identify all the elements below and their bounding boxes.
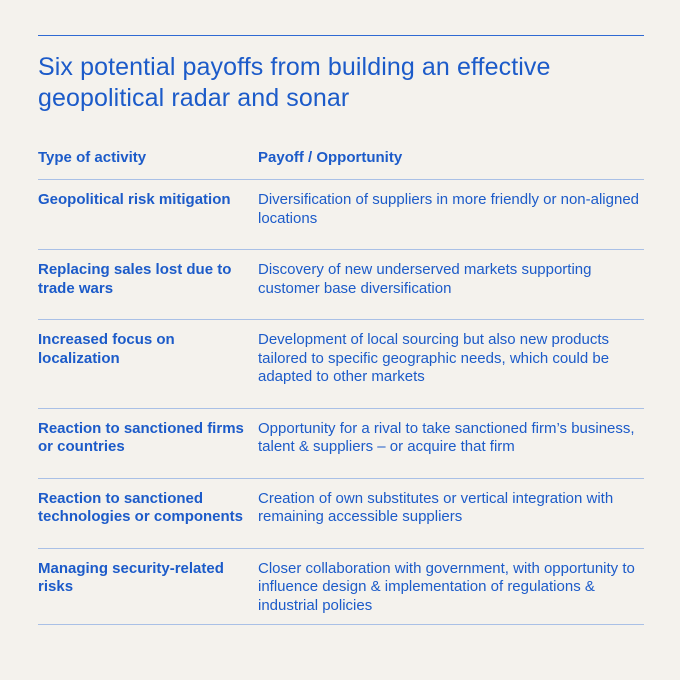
payoffs-card [38,35,644,625]
column-header-payoff: Payoff / Opportunity [258,148,644,180]
activity-cell: Replacing sales lost due to trade wars [38,250,258,320]
payoff-cell: Opportunity for a rival to take sanctioned firm’s business, talent & suppliers – or acquire that firm [258,408,644,478]
activity-cell: Increased focus on localization [38,320,258,409]
payoff-cell: Discovery of new underserved markets supporting customer base diversification [258,250,644,320]
table-row [38,250,644,320]
table-row [38,180,644,250]
table-header-row [38,148,644,180]
column-header-activity: Type of activity [38,148,258,180]
payoffs-table [38,148,644,625]
top-divider [38,35,644,36]
table-row [38,548,644,625]
payoff-cell: Creation of own substitutes or vertical integration with remaining accessible suppliers [258,478,644,548]
table-row [38,320,644,409]
payoff-cell: Development of local sourcing but also new products tailored to specific geographic needs, which could be adapted to other markets [258,320,644,409]
table-row [38,478,644,548]
payoff-cell: Diversification of suppliers in more friendly or non-aligned locations [258,180,644,250]
activity-cell: Geopolitical risk mitigation [38,180,258,250]
table-row [38,408,644,478]
page-title: Six potential payoffs from building an effective geopolitical radar and sonar [38,53,551,112]
activity-cell: Reaction to sanctioned firms or countries [38,408,258,478]
activity-cell: Managing security-related risks [38,548,258,625]
payoff-cell: Closer collaboration with government, with opportunity to influence design & implementation of regulations & industrial policies [258,548,644,625]
activity-cell: Reaction to sanctioned technologies or components [38,478,258,548]
